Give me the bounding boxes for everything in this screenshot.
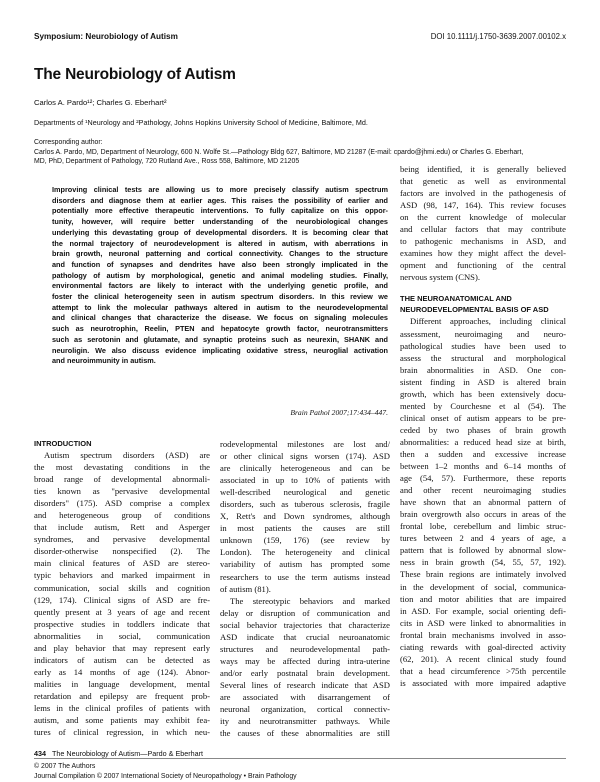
- text-line: Several lines of research indicate that ASD: [220, 679, 390, 690]
- abstract-line: such as serotonin and glutamate, and synaptic proteins such as neurexin, SHANK and: [52, 334, 388, 344]
- text-line: early as 14 months of age (124). Abnor-: [34, 666, 210, 677]
- text-line: tion and motor abilities that are impaired: [400, 593, 566, 604]
- text-line: autism, and some patients may exhibit fea-: [34, 715, 210, 726]
- text-line: ways may be affected during intra-uterine: [220, 655, 390, 666]
- doi[interactable]: DOI 10.1111/j.1750-3639.2007.00102.x: [430, 32, 566, 41]
- text-line: typic behaviors and marked impairment in: [34, 570, 210, 581]
- text-line: nervous system (CNS).: [400, 272, 480, 283]
- text-line: on the current knowledge of molecular: [400, 212, 566, 223]
- abstract-line: brain growth, neuronal patterning and cortical connectivity. Changes to the structure: [52, 249, 388, 259]
- text-line: The stereotypic behaviors and marked: [230, 595, 390, 606]
- text-line: prospective studies in toddlers indicate that: [34, 618, 210, 629]
- citation: Brain Pathol 2007;17:434–447.: [290, 408, 388, 417]
- text-line: social behavior trajectories that characterize: [220, 619, 390, 630]
- text-line: assessment, neuroimaging and neuro-: [400, 328, 566, 339]
- section-heading: INTRODUCTION: [34, 439, 92, 448]
- text-line: is associated with more impaired adaptive: [400, 677, 566, 688]
- text-line: disorder-otherwise nonspecified (2). The: [34, 546, 210, 557]
- text-line: X, Rett's and Down syndromes, although: [220, 511, 390, 522]
- text-line: tures of clinical regression, in which neu-: [34, 727, 210, 738]
- authors: Carlos A. Pardo¹²; Charles G. Eberhart²: [34, 98, 167, 107]
- text-line: and play behavior that may represent early: [34, 642, 210, 653]
- text-line: quently present at 3 years of age and recent: [34, 606, 210, 617]
- text-line: ASD indicate that crucial neuroanatomic: [220, 631, 390, 642]
- abstract-line: disorders and diagnose them at earlier ages. This raises the possibility of earlier and: [52, 195, 388, 205]
- text-line: structures and neurodevelopmental path-: [220, 643, 390, 654]
- text-line: and cellular factors that may contribute: [400, 224, 566, 235]
- abstract: [52, 185, 388, 367]
- abstract-line: potentially more effective therapeutic interventions. To fully capitalize on this oppor-: [52, 206, 388, 216]
- copyright-line: © 2007 The Authors: [34, 763, 96, 770]
- text-line: are associated with disarrangement of: [220, 691, 390, 702]
- correspondence-line: MD, PhD, Department of Pathology, 720 Rutland Ave., Ross 558, Baltimore, MD 21205: [34, 158, 300, 166]
- text-line: main clinical features of ASD are stereo-: [34, 558, 210, 569]
- text-line: in ASD. For example, social orienting defi-: [400, 605, 566, 616]
- text-line: lems in the clinical profiles of patients with: [34, 702, 210, 713]
- text-line: disorders, such as tuberous sclerosis, fragile: [220, 499, 390, 510]
- section-heading: NEURODEVELOPMENTAL BASIS OF ASD: [400, 305, 549, 315]
- text-line: rodevelopmental milestones are lost and/: [220, 439, 390, 449]
- text-line: have shown that an abnormal pattern of: [400, 497, 566, 508]
- text-line: and/or early postnatal brain development.: [220, 667, 390, 678]
- text-line: of autism (81).: [220, 583, 271, 594]
- correspondence-line: Carlos A. Pardo, MD, Department of Neurology, 600 N. Wolfe St.—Pathology Bldg 627, Baltimore, MD 21287 (E-mail: cpardo@jhmi.edu) or Charles G. Eberhart,: [34, 148, 524, 156]
- text-line: variability of autism has prompted some: [220, 559, 390, 570]
- text-line: ity and neurotransmitter pathways. While: [220, 716, 390, 727]
- abstract-line: and neuroimmunity in autism.: [52, 356, 156, 366]
- abstract-line: Improving clinical tests are allowing us to more precisely classify autism spectrum: [52, 185, 388, 194]
- abstract-line: and function of synapses and dendrites have also been strongly implicated in the: [52, 259, 388, 269]
- text-line: broad range of developmental abnormali-: [34, 474, 210, 485]
- abstract-line: and clinical changes that characterize the disease. We focus on signaling molecules: [52, 313, 388, 323]
- text-line: that genetic as well as environmental: [400, 176, 566, 187]
- text-line: that include autism, Rett and Asperger: [34, 522, 210, 533]
- column-2: [220, 438, 390, 739]
- text-line: clinical onset of autism appears to be pre-: [400, 412, 566, 423]
- section-heading: THE NEUROANATOMICAL AND: [400, 294, 512, 304]
- text-line: examines how they might affect the devel-: [400, 248, 566, 259]
- abstract-line: such as neurotrophin, Reelin, PTEN and hepatocyte growth factor, neurotransmitters: [52, 324, 388, 334]
- section-header: Symposium: Neurobiology of Autism: [34, 32, 178, 41]
- text-line: and heterogeneous group of conditions: [34, 510, 210, 521]
- abstract-line: underlying this devastating group of developmental disorders. It is becoming clear that: [52, 227, 388, 237]
- text-line: factors are involved in the pathogenesis of: [400, 188, 566, 199]
- running-title: The Neurobiology of Autism—Pardo & Eberhart: [52, 749, 204, 758]
- correspondence-line: Corresponding author:: [34, 139, 103, 146]
- text-line: ness in brain growth (54, 55, 57, 192).: [400, 557, 566, 568]
- text-line: abnormalities in social, communication: [34, 630, 210, 641]
- text-line: pattern that is followed by abnormal slow-: [400, 545, 566, 556]
- text-line: sistent finding in ASD is altered brain: [400, 376, 566, 387]
- text-line: ASD (98, 147, 164). This review focuses: [400, 200, 566, 211]
- text-line: or other clinical signs worsen (174). ASD: [220, 451, 390, 462]
- abstract-line: neuroligin. We also discuss evidence implicating oxidative stress, neuroglial activation: [52, 345, 388, 355]
- text-line: Different approaches, including clinical: [410, 316, 566, 327]
- text-line: assess the structural and morphological: [400, 352, 566, 363]
- text-line: frontal brain mechanisms involved in asso-: [400, 629, 566, 640]
- text-line: brain overgrowth also occurs in areas of the: [400, 509, 566, 520]
- text-line: to pathogenic mechanisms in ASD, and: [400, 236, 566, 247]
- article-title: The Neurobiology of Autism: [34, 66, 236, 83]
- text-line: These brain regions are intimately involved: [400, 569, 566, 580]
- text-line: and other recent neuroimaging studies: [400, 485, 566, 496]
- text-line: syndromes, and pervasive developmental: [34, 534, 210, 545]
- abstract-line: foster the clinical heterogeneity seen in autism spectrum disorders. In this review we: [52, 292, 388, 302]
- text-line: being identified, it is generally believed: [400, 164, 566, 174]
- text-line: then a sudden and excessive increase: [400, 448, 566, 459]
- text-line: abnormalities: a reduced head size at birth,: [400, 436, 566, 447]
- text-line: delay or disruption of communication and: [220, 607, 390, 618]
- text-line: researchers to use the term autisms instead: [220, 571, 390, 582]
- section-spacer: [400, 283, 566, 293]
- running-footer: [34, 749, 203, 758]
- text-line: unknown (159, 176) (see review by: [220, 535, 390, 546]
- text-line: disorders" (175). ASD comprise a complex: [34, 498, 210, 509]
- text-line: Autism spectrum disorders (ASD) are: [44, 450, 210, 460]
- text-line: ceded by two phases of brain growth: [400, 424, 566, 435]
- text-line: between 1–2 months and 6–14 months of: [400, 461, 566, 472]
- text-line: (62, 201). A recent clinical study found: [400, 653, 566, 664]
- footer-divider: [34, 758, 566, 759]
- text-line: communication, social skills and cognition: [34, 582, 210, 593]
- abstract-line: attempt to link the molecular pathways altered in autism to the neurodevelopmental: [52, 302, 388, 312]
- text-line: well-described neurological and genetic: [220, 487, 390, 498]
- text-line: retardation and epilepsy are frequent prob-: [34, 690, 210, 701]
- text-line: in the development of social, communica-: [400, 581, 566, 592]
- text-line: brain abnormalities in ASD. One con-: [400, 364, 566, 375]
- affiliation: Departments of ¹Neurology and ²Pathology, Johns Hopkins University School of Medicine, Baltimore, Md.: [34, 118, 368, 127]
- abstract-line: tunity, however, will require better understanding of the neurobiological changes: [52, 217, 388, 227]
- text-line: the causes of these abnormalities are still: [220, 728, 390, 739]
- abstract-line: environmental factors are likely to interact with the underlying genetic profile, and: [52, 281, 388, 291]
- text-line: cits in ASD were linked to abnormalities in: [400, 617, 566, 628]
- text-line: malities in language development, mental: [34, 678, 210, 689]
- abstract-line: the normal trajectory of neurodevelopment is altered in autism, with aberrations in: [52, 238, 388, 248]
- text-line: indicators of autism can be detected as: [34, 654, 210, 665]
- text-line: ciating rewards with goal-directed activity: [400, 641, 566, 652]
- text-line: growth, which has been extensively docu-: [400, 388, 566, 399]
- text-line: are clinically heterogeneous and can be: [220, 463, 390, 474]
- text-line: (129, 174). Clinical signs of ASD are fre-: [34, 594, 210, 605]
- column-3: [400, 163, 566, 689]
- page-number: 434: [34, 749, 46, 758]
- column-1: [34, 438, 210, 738]
- text-line: pathological studies have been used to: [400, 340, 566, 351]
- abstract-line: pathology of autism by morphological, genetic and animal modeling studies. Finally,: [52, 270, 388, 280]
- text-line: tures between 2 and 4 years of age, a: [400, 533, 566, 544]
- text-line: age (54, 57). Furthermore, these reports: [400, 473, 566, 484]
- text-line: ties known as "pervasive developmental: [34, 486, 210, 497]
- text-line: that a head circumference >75th percentile: [400, 665, 566, 676]
- text-line: London). The heterogeneity and clinical: [220, 547, 390, 558]
- text-line: the most devastating conditions in the: [34, 462, 210, 473]
- journal-compilation: Journal Compilation © 2007 International Society of Neuropathology • Brain Pathology: [34, 773, 297, 780]
- text-line: frontal lobe, cerebellum and limbic struc-: [400, 521, 566, 532]
- text-line: mented by Courchesne et al (54). The: [400, 400, 566, 411]
- text-line: associated in up to 10% of patients with: [220, 475, 390, 486]
- text-line: in most patients the causes are still: [220, 523, 390, 534]
- text-line: opment and functioning of the central: [400, 260, 566, 271]
- text-line: neuronal organization, cortical connectiv-: [220, 704, 390, 715]
